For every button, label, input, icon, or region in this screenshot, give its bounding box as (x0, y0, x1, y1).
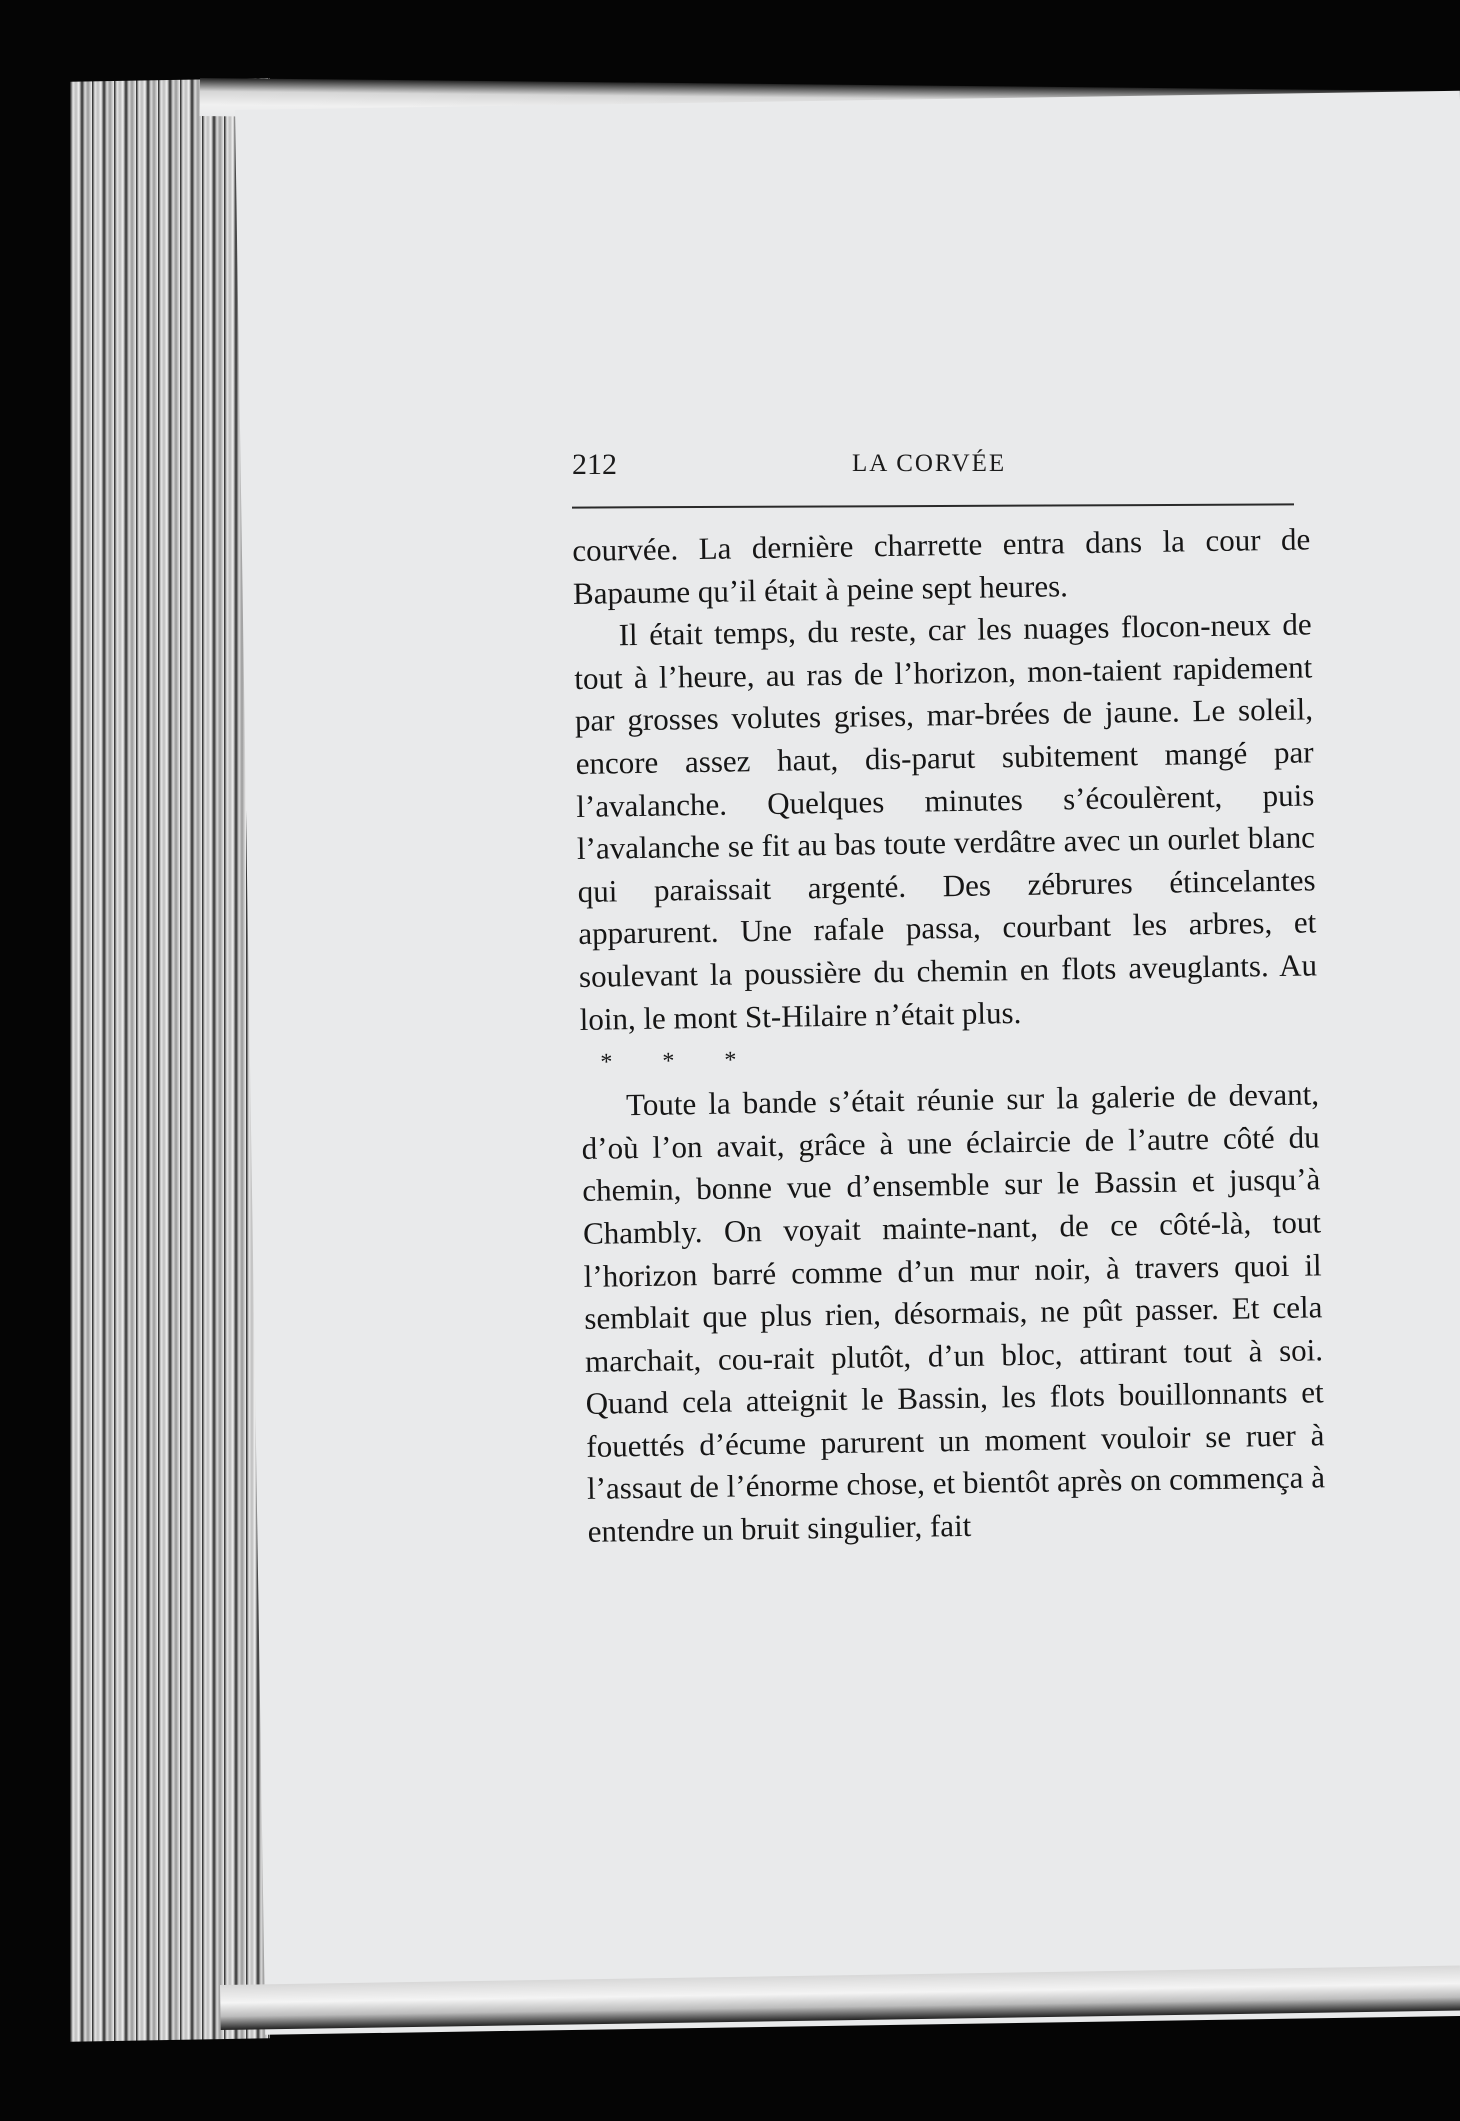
section-separator: * * * (600, 1047, 759, 1076)
page-number: 212 (572, 448, 617, 481)
paragraph: Toute la bande s’était réunie sur la galerie de devant, d’où l’on avait, grâce à une éclaircie de l’autre côté du chemin, bonne vue d’ensemble sur le Bassin et jusqu’à Chambly. On voyait mainte-nant, de ce côté-là, tout l’horizon barré comme d’un mur noir, à travers quoi il semblait que plus rien, désormais, ne pût passer. Et cela marchait, cou-rait plutôt, d’un bloc, attirant tout à soi. Quand cela atteignit le Bassin, les flots bouillonnants et fouettés d’écume parurent un moment vouloir se ruer à l’assaut de l’énorme chose, et bientôt après on commença à entendre un bruit singulier, fait (581, 1076, 1326, 1549)
paragraph: Il était temps, du reste, car les nuages flocon-neux de tout à l’heure, au ras de l’horizon, mon-taient rapidement par grosses volutes grises, mar-brées de jaune. Le soleil, encore assez haut, dis-parut subitement mangé par l’avalanche. Quelques minutes s’écoulèrent, puis l’avalanche se fit au bas toute verdâtre avec un ourlet blanc qui paraissait argenté. Des zébrures étincelantes apparurent. Une rafale passa, courbant les arbres, et soulevant la poussière du chemin en flots aveuglants. Au loin, le mont St-Hilaire n’était plus. (574, 606, 1318, 1037)
page-header (572, 448, 1292, 498)
body-text (572, 518, 1326, 1553)
running-title: LA CORVÉE (852, 450, 1007, 477)
paragraph: courvée. La dernière charrette entra dans la cour de Bapaume qu’il était à peine sept heures. (572, 521, 1311, 611)
